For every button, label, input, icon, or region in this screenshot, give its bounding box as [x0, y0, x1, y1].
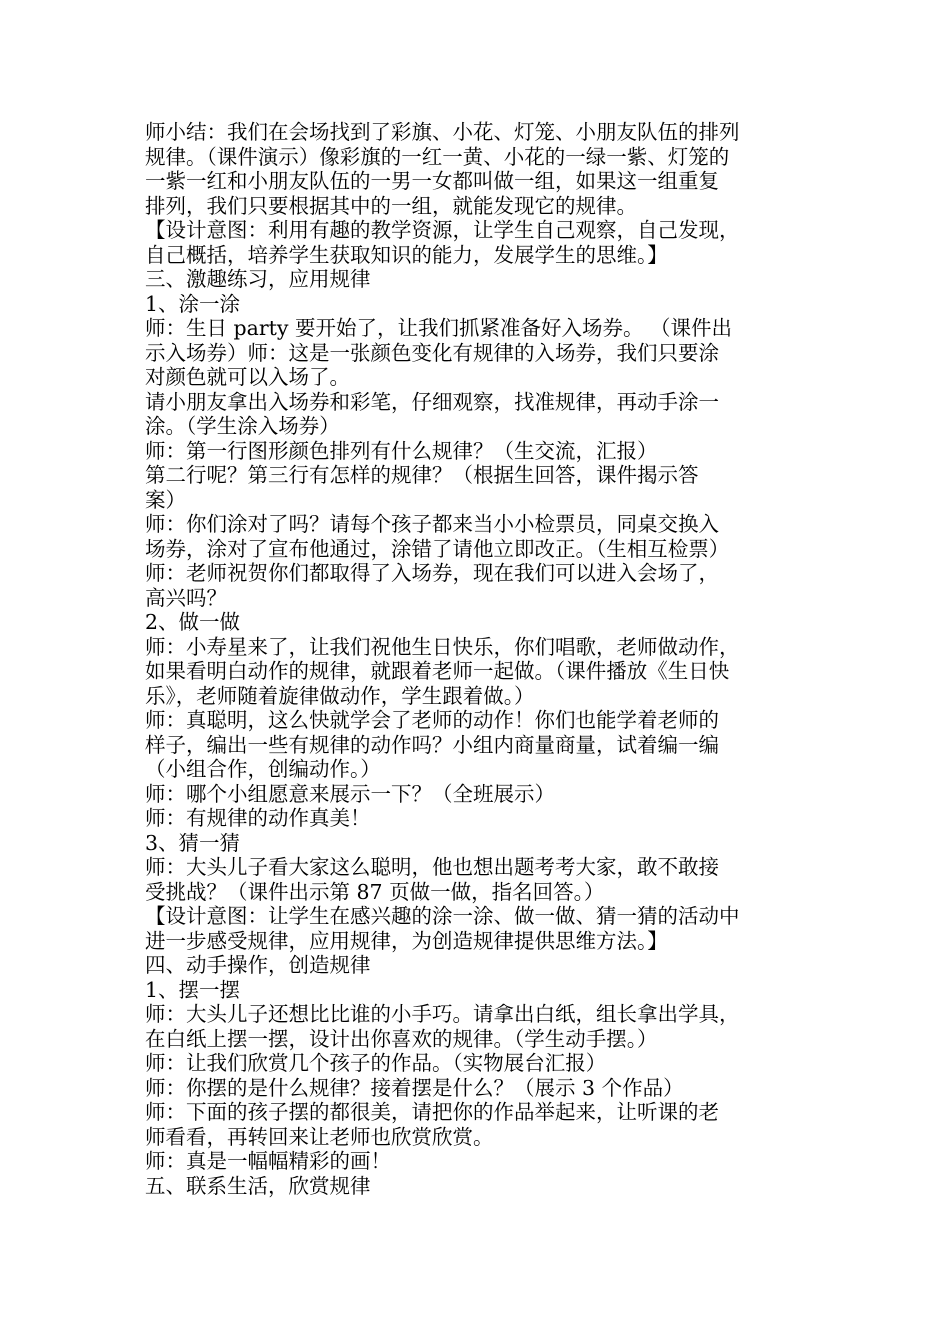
text-line: 样子，编出一些有规律的动作吗？小组内商量商量，试着编一编 — [145, 732, 719, 757]
text-line: 乐》，老师随着旋律做动作，学生跟着做。） — [145, 683, 535, 708]
section-heading: 三、激趣练习，应用规律 — [145, 267, 371, 291]
subsection-heading: 1、摆一摆 — [145, 977, 241, 1002]
text-line: 涂。（学生涂入场券） — [145, 414, 340, 438]
text-line: 师：小寿星来了，让我们祝他生日快乐，你们唱歌，老师做动作， — [145, 634, 740, 659]
section-heading: 四、动手操作，创造规律 — [145, 953, 371, 977]
subsection-heading: 2、做一做 — [145, 610, 241, 634]
text-line: 第二行呢？第三行有怎样的规律？（根据生回答，课件揭示答 — [145, 463, 699, 487]
document-body — [145, 120, 810, 1198]
text-line: 师看看，再转回来让老师也欣赏欣赏。 — [145, 1124, 494, 1149]
text-line: 师小结：我们在会场找到了彩旗、小花、灯笼、小朋友队伍的排列 — [145, 120, 740, 144]
text-line: 进一步感受规律，应用规律，为创造规律提供思维方法。】 — [145, 928, 668, 953]
text-line: 对颜色就可以入场了。 — [145, 365, 350, 389]
text-line: 师：哪个小组愿意来展示一下？（全班展示） — [145, 781, 555, 806]
section-heading: 五、联系生活，欣赏规律 — [145, 1173, 371, 1198]
text-line: 师：让我们欣赏几个孩子的作品。（实物展台汇报） — [145, 1051, 607, 1075]
text-line: 【设计意图：让学生在感兴趣的涂一涂、做一做、猜一猜的活动中 — [145, 904, 740, 928]
text-line: 师：大头儿子看大家这么聪明，他也想出题考考大家，敢不敢接 — [145, 855, 719, 879]
text-line: 案） — [145, 487, 186, 512]
text-line: 师：下面的孩子摆的都很美，请把你的作品举起来，让听课的老 — [145, 1100, 719, 1124]
text-line: 规律。（课件演示）像彩旗的一红一黄、小花的一绿一紫、灯笼的 — [145, 144, 730, 169]
text-line: 师：你摆的是什么规律？接着摆是什么？（展示 3 个作品） — [145, 1075, 684, 1100]
text-line: 师：真是一幅幅精彩的画！ — [145, 1149, 391, 1173]
text-line: 示入场券）师：这是一张颜色变化有规律的入场券，我们只要涂 — [145, 340, 719, 365]
text-line: 师：老师祝贺你们都取得了入场券，现在我们可以进入会场了， — [145, 561, 719, 585]
text-line: 师：你们涂对了吗？请每个孩子都来当小小检票员，同桌交换入 — [145, 512, 719, 536]
text-line: 高兴吗？ — [145, 585, 227, 610]
text-line: 【设计意图：利用有趣的教学资源，让学生自己观察，自己发现， — [145, 218, 740, 242]
text-line: （小组合作，创编动作。） — [145, 757, 381, 781]
subsection-heading: 3、猜一猜 — [145, 830, 241, 855]
text-line: 排列，我们只要根据其中的一组，就能发现它的规律。 — [145, 193, 637, 218]
text-line: 师：第一行图形颜色排列有什么规律？（生交流，汇报） — [145, 438, 658, 463]
text-line: 受挑战？（课件出示第 87 页做一做，指名回答。） — [145, 879, 605, 904]
text-line: 场券，涂对了宣布他通过，涂错了请他立即改正。（生相互检票） — [145, 536, 730, 561]
subsection-heading: 1、涂一涂 — [145, 291, 241, 316]
text-line: 师：有规律的动作真美！ — [145, 806, 371, 830]
text-line: 在白纸上摆一摆，设计出你喜欢的规律。（学生动手摆。） — [145, 1026, 658, 1051]
text-line: 师：生日 party 要开始了，让我们抓紧准备好入场券。 （课件出 — [145, 316, 733, 340]
text-line: 师：真聪明，这么快就学会了老师的动作！你们也能学着老师的 — [145, 708, 719, 732]
text-line: 如果看明白动作的规律，就跟着老师一起做。（课件播放《生日快 — [145, 659, 730, 683]
text-line: 一紫一红和小朋友队伍的一男一女都叫做一组，如果这一组重复 — [145, 169, 719, 193]
text-line: 自己概括，培养学生获取知识的能力，发展学生的思维。】 — [145, 242, 668, 267]
text-line: 师：大头儿子还想比比谁的小手巧。请拿出白纸，组长拿出学具， — [145, 1002, 740, 1026]
text-line: 请小朋友拿出入场券和彩笔，仔细观察，找准规律，再动手涂一 — [145, 389, 719, 414]
